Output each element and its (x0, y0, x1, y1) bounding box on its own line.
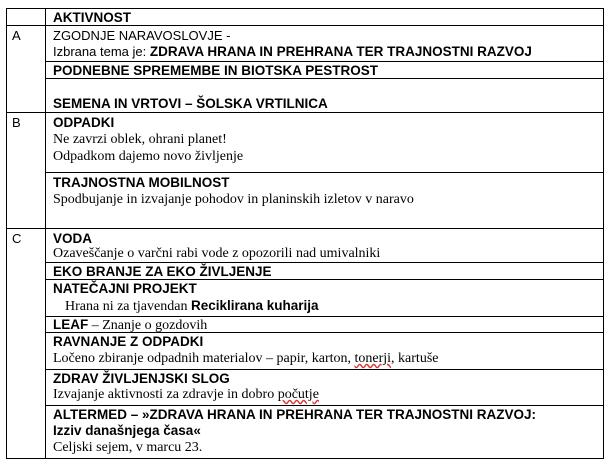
row-line-text: Ločeno zbiranje odpadnih materialov – papir, karton, (53, 351, 355, 366)
row-title: ODPADKI (53, 115, 115, 130)
table-rule (6, 25, 604, 26)
row-title (53, 317, 207, 333)
row-title: ZGODNJE NARAVOSLOVJE - (53, 28, 231, 43)
row-line-bold: Reciklirana kuharija (190, 298, 319, 313)
row-line-bold: ZDRAVA HRANA IN PREHRANA TER TRAJNOSTNI RAZVOJ (149, 44, 532, 59)
row-line-text: Izvajanje aktivnosti za zdravje in dobro (53, 387, 278, 402)
table-rule (45, 78, 604, 79)
row-line-text: Hrana ni za tjavendan (65, 299, 191, 314)
table-rule (6, 8, 604, 9)
row-title: EKO BRANJE ZA EKO ŽIVLJENJE (53, 264, 272, 279)
row-title: TRAJNOSTNA MOBILNOST (53, 175, 230, 190)
row-line (53, 387, 319, 402)
row-line (53, 44, 532, 59)
row-title: NATEČAJNI PROJEKT (53, 281, 197, 296)
row-line: Celjski sejem, v marcu 23. (53, 440, 203, 455)
table-rule (603, 8, 604, 459)
row-title: VODA (53, 231, 93, 246)
row-line-underlined: tonerji (354, 351, 392, 366)
row-title-suffix: – Znanje o gozdovih (88, 318, 208, 333)
row-line: Ne zavrzi oblek, ohrani planet! (53, 132, 227, 147)
row-title: ZDRAV ŽIVLJENJSKI SLOG (53, 371, 230, 386)
row-line: Odpadkom dajemo novo življenje (53, 149, 244, 164)
row-title: ALTERMED – »ZDRAVA HRANA IN PREHRANA TER TRAJNOSTNI RAZVOJ: (53, 407, 537, 422)
table-rule (45, 405, 604, 406)
row-line-underlined: počutje (277, 387, 319, 402)
table-rule (6, 228, 604, 229)
row-line: Ozaveščanje o varčni rabi vode z opozorili nad umivalniki (53, 246, 381, 261)
row-title: SEMENA IN VRTOVI – ŠOLSKA VRTILNICA (53, 96, 328, 111)
table-rule (6, 112, 604, 113)
row-line (53, 351, 438, 366)
section-label-b: B (12, 115, 21, 130)
section-label-c: C (12, 231, 22, 246)
table-rule (45, 61, 604, 62)
table-rule (45, 172, 604, 173)
table-rule (45, 262, 604, 263)
section-label-a: A (12, 28, 21, 43)
row-title: RAVNANJE Z ODPADKI (53, 334, 204, 349)
row-line-rest: , kartuše (391, 351, 439, 366)
row-title-bold: LEAF (53, 317, 89, 332)
table-rule (45, 8, 46, 459)
row-title-continued: Izziv današnjega časa« (53, 423, 201, 438)
row-title: PODNEBNE SPREMEMBE IN BIOTSKA PESTROST (53, 63, 379, 78)
row-line-text: Izbrana tema je: (53, 44, 150, 59)
row-line: Spodbujanje in izvajanje pohodov in planinskih izletov v naravo (53, 192, 414, 207)
table-rule (6, 458, 604, 459)
table-rule (6, 8, 7, 459)
table-rule (45, 369, 604, 370)
header-cell: AKTIVNOST (53, 10, 132, 25)
table-rule (45, 279, 604, 280)
row-line (65, 298, 319, 314)
